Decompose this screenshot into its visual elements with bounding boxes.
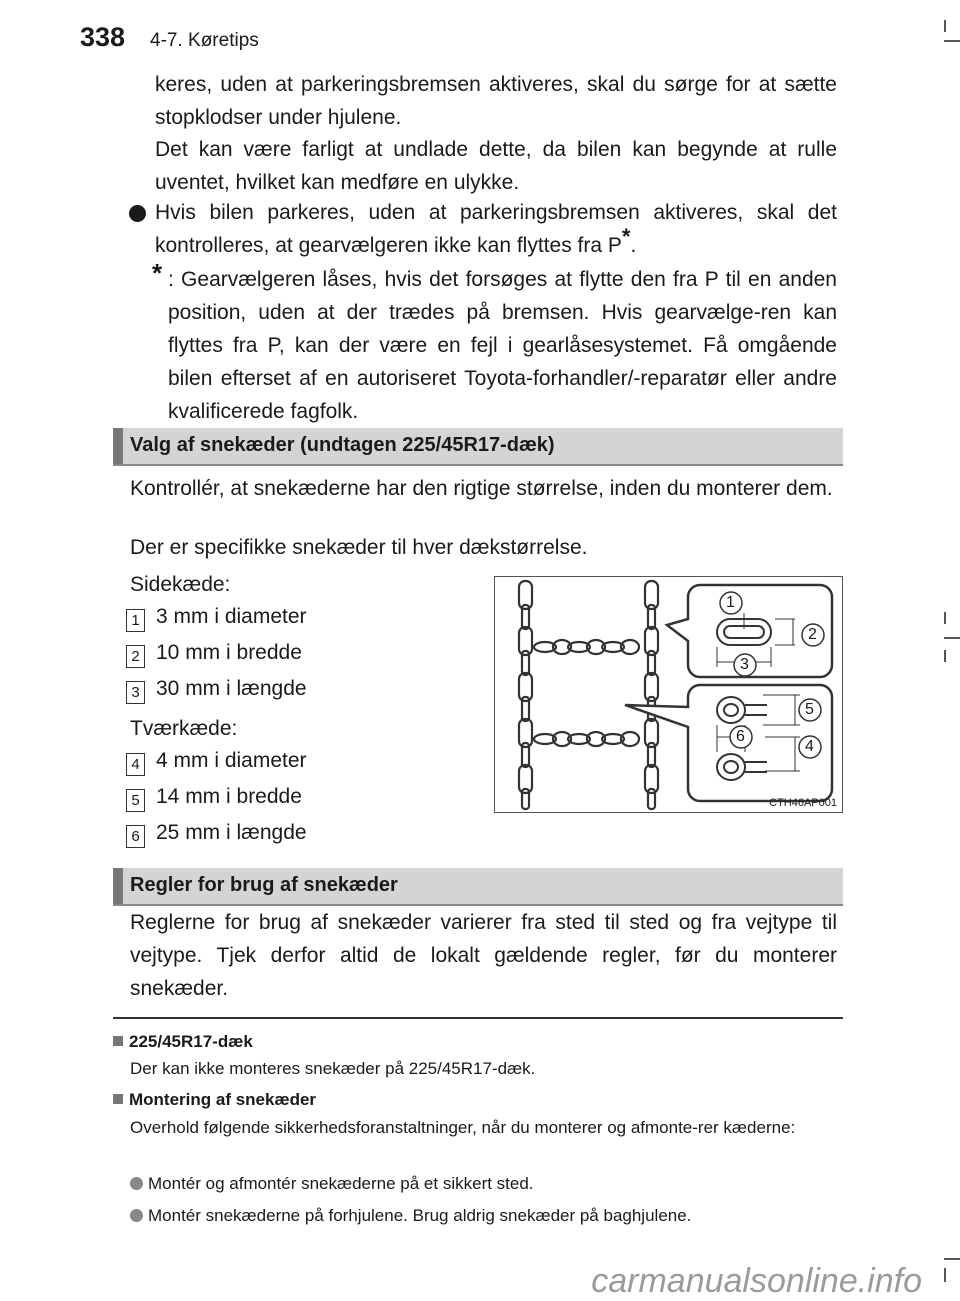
note-heading-text: Montering af snekæder bbox=[129, 1090, 317, 1109]
note-heading-2 bbox=[113, 1090, 316, 1110]
spec-text: 10 mm i bredde bbox=[156, 641, 302, 664]
watermark: carmanualsonline.info bbox=[591, 1262, 922, 1300]
crop-mark bbox=[944, 40, 960, 42]
number-box: 2 bbox=[126, 645, 145, 668]
crop-mark bbox=[944, 20, 946, 32]
rules-paragraph: Reglerne for brug af snekæder varierer fra sted til sted og fra vejtype til vejtype. Tjek derfor altid de lokalt gældende regler, før du monterer snekæder. bbox=[130, 911, 837, 1000]
number-box: 5 bbox=[126, 789, 145, 812]
section-heading-text: Valg af snekæder (undtagen 225/45R17-dæk) bbox=[130, 434, 555, 456]
footnote-text: : Gearvælgeren låses, hvis det forsøges at flytte den fra P til en anden position, uden at der trædes på bremsen. Hvis gearvælge-ren kan flyttes fra P, kan der være en fejl i gearlåsesystemet. Få omgående bilen efterset af en autoriseret Toyota-forhandler/-reparatør eller andre kvalificerede fagfolk. bbox=[168, 268, 837, 423]
gray-bullet-icon bbox=[130, 1177, 143, 1195]
spec-text: 3 mm i diameter bbox=[156, 605, 307, 628]
intro-bullet bbox=[155, 196, 837, 262]
note-bullet-1: Montér og afmontér snekæderne på et sikkert sted. bbox=[148, 1174, 534, 1193]
crop-mark bbox=[944, 1258, 960, 1260]
footnote-asterisk: * bbox=[152, 258, 163, 288]
spec-item bbox=[126, 749, 426, 781]
spec-item bbox=[126, 605, 426, 637]
cross-chain-label: Tværkæde: bbox=[130, 717, 238, 740]
section-heading-text: Regler for brug af snekæder bbox=[130, 874, 398, 896]
section-heading-snow-chains-selection bbox=[113, 428, 843, 466]
spec-text: 25 mm i længde bbox=[156, 821, 307, 844]
bullet-text: Hvis bilen parkeres, uden at parkeringsbremsen aktiveres, skal det kontrolleres, at gearvælgeren ikke kan flyttes fra P bbox=[155, 201, 837, 257]
side-chain-label: Sidekæde: bbox=[130, 573, 231, 596]
number-box: 3 bbox=[126, 681, 145, 704]
crop-mark bbox=[944, 650, 946, 662]
crop-mark bbox=[944, 637, 960, 639]
divider bbox=[113, 1017, 843, 1019]
number-box: 6 bbox=[126, 825, 145, 848]
note-text-1: Der kan ikke monteres snekæder på 225/45R17-dæk. bbox=[130, 1059, 536, 1078]
snow-chain-illustration bbox=[495, 577, 842, 812]
note-text-2: Overhold følgende sikkerhedsforanstaltninger, når du monterer og afmonte-rer kæderne: bbox=[130, 1118, 796, 1137]
square-bullet-icon bbox=[113, 1094, 123, 1104]
bullet-icon bbox=[129, 205, 146, 227]
square-bullet-icon bbox=[113, 1036, 123, 1046]
bullet-end: . bbox=[630, 234, 637, 257]
section-heading-snow-chain-rules bbox=[113, 868, 843, 906]
page-number: 338 bbox=[80, 22, 126, 52]
intro-paragraph-2: Det kan være farligt at undlade dette, da bilen kan begynde at rulle uventet, hvilket kan medføre en ulykke. bbox=[155, 138, 837, 194]
number-box: 1 bbox=[126, 609, 145, 632]
spec-item bbox=[126, 785, 426, 817]
crop-mark bbox=[944, 612, 946, 624]
selection-paragraph-2: Der er specifikke snekæder til hver dækstørrelse. bbox=[130, 536, 588, 559]
note-heading-text: 225/45R17-dæk bbox=[129, 1032, 253, 1051]
spec-text: 14 mm i bredde bbox=[156, 785, 302, 808]
note-bullet-2: Montér snekæderne på forhjulene. Brug aldrig snekæder på baghjulene. bbox=[148, 1206, 692, 1225]
intro-paragraph-1: keres, uden at parkeringsbremsen aktiveres, skal du sørge for at sætte stopklodser under hjulene. bbox=[155, 73, 837, 129]
note-heading-1 bbox=[113, 1032, 253, 1052]
spec-item bbox=[126, 677, 426, 709]
snow-chain-figure: 1 2 3 4 5 6 CTH46AP001 bbox=[494, 576, 843, 813]
selection-paragraph-1: Kontrollér, at snekæderne har den rigtige størrelse, inden du monterer dem. bbox=[130, 477, 833, 500]
crop-mark bbox=[944, 1268, 946, 1282]
spec-item bbox=[126, 821, 426, 853]
spec-text: 4 mm i diameter bbox=[156, 749, 307, 772]
figure-code: CTH46AP001 bbox=[769, 797, 837, 809]
spec-text: 30 mm i længde bbox=[156, 677, 307, 700]
spec-item bbox=[126, 641, 426, 673]
gray-bullet-icon bbox=[130, 1209, 143, 1227]
asterisk: * bbox=[621, 224, 631, 249]
section-title: 4-7. Køretips bbox=[150, 30, 259, 51]
number-box: 4 bbox=[126, 753, 145, 776]
